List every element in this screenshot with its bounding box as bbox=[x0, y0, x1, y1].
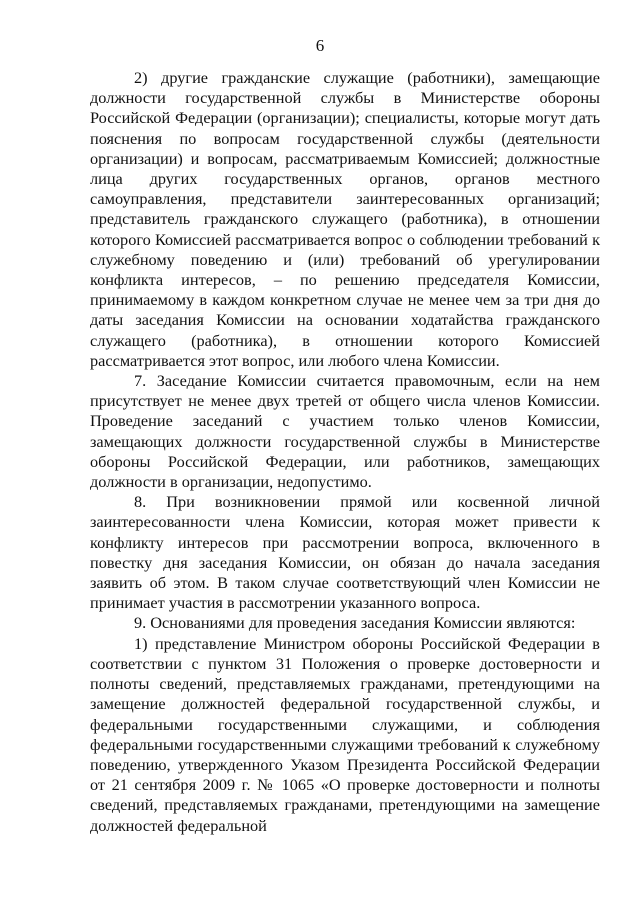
paragraph-item-7-quorum: 7. Заседание Комиссии считается правомочным, если на нем присутствует не менее двух третей от общего числа членов Комиссии. Проведение заседаний с участием только членов Комиссии, замещающих должности государственной службы в Министерстве обороны Российской Федерации, или работников, замещающих должности в организации, недопустимо. bbox=[90, 371, 600, 492]
paragraph-item-8-conflict: 8. При возникновении прямой или косвенной личной заинтересованности члена Комиссии, которая может привести к конфликту интересов при рассмотрении вопроса, включенного в повестку дня заседания Комиссии, он обязан до начала заседания заявить об этом. В таком случае соответствующий член Комиссии не принимает участия в рассмотрении указанного вопроса. bbox=[90, 492, 600, 613]
document-body bbox=[90, 68, 600, 836]
page-number: 6 bbox=[315, 36, 325, 55]
paragraph-item-9-grounds: 9. Основаниями для проведения заседания Комиссии являются: bbox=[134, 613, 576, 633]
paragraph-item-9-1-submission: 1) представление Министром обороны Российской Федерации в соответствии с пунктом 31 Положения о проверке достоверности и полноты сведений, представляемых гражданами, претендующими на замещение должностей федеральной государственной службы, и федеральными государственными служащими, и соблюдения федеральными государственными служащими требований к служебному поведению, утвержденного Указом Президента Российской Федерации от 21 сентября 2009 г. № 1065 «О проверке достоверности и полноты сведений, представляемых гражданами, претендующими на замещение должностей федеральной bbox=[90, 633, 600, 835]
paragraph-participants: 2) другие гражданские служащие (работники), замещающие должности государственной службы в Министерстве обороны Российской Федерации (организации); специалисты, которые могут дать пояснения по вопросам государственной службы (деятельности организации) и вопросам, рассматриваемым Комиссией; должностные лица других государственных органов, органов местного самоуправления, представители заинтересованных организаций; представитель гражданского служащего (работника), в отношении которого Комиссией рассматривается вопрос о соблюдении требований к служебному поведению и (или) требований об урегулировании конфликта интересов, – по решению председателя Комиссии, принимаемому в каждом конкретном случае не менее чем за три дня до даты заседания Комиссии на основании ходатайства гражданского служащего (работника), в отношении которого Комиссией рассматривается этот вопрос, или любого члена Комиссии. bbox=[90, 68, 600, 370]
